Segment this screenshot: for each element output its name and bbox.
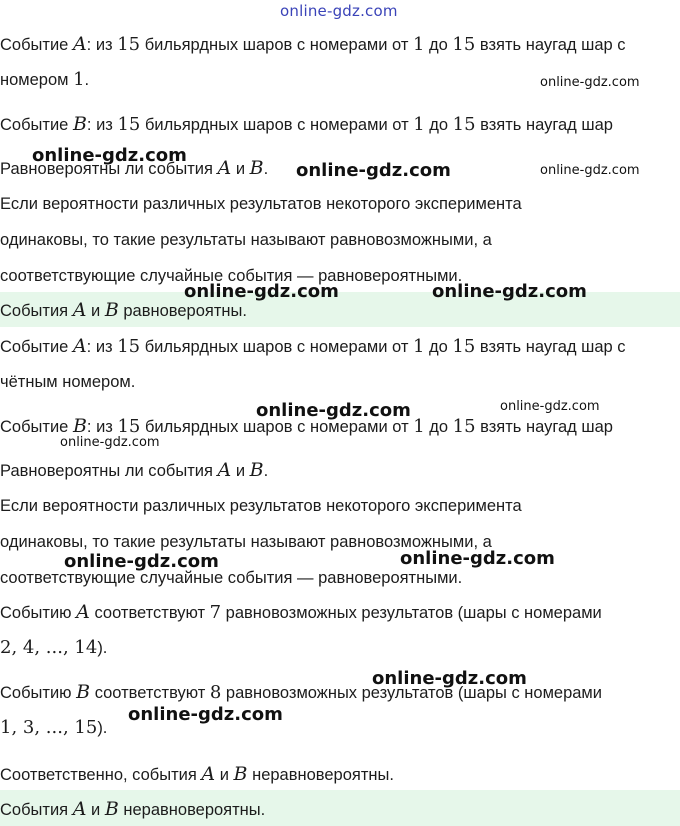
- math-a: A: [217, 157, 232, 179]
- text: равновероятны.: [118, 302, 247, 320]
- text: и: [231, 160, 250, 178]
- text: и: [215, 766, 234, 784]
- text: ).: [97, 639, 108, 657]
- math-a: A: [76, 601, 90, 623]
- watermark: online-gdz.com: [296, 160, 451, 181]
- text: бильярдных шаров с номерами от: [140, 338, 413, 356]
- text: бильярдных шаров с номерами от: [140, 116, 414, 134]
- text: Событие: [0, 418, 73, 436]
- math-b: B: [104, 299, 119, 321]
- text: равновозможных результатов (шары с номерами: [221, 684, 602, 702]
- watermark: online-gdz.com: [432, 281, 587, 302]
- problem1-definition-line1: Если вероятности различных результатов некоторого эксперимента: [0, 195, 522, 213]
- watermark: online-gdz.com: [400, 548, 555, 569]
- problem2-definition-line2: одинаковы, то такие результаты называют равновозможными, а: [0, 533, 492, 551]
- text: взять наугад шар: [475, 418, 613, 436]
- text: неравновероятны.: [247, 766, 394, 784]
- problem2-answer: [0, 798, 265, 820]
- text: равновозможных результатов (шары с номерами: [221, 604, 602, 622]
- math-num: 15: [117, 336, 141, 357]
- text: неравновероятны.: [118, 801, 266, 819]
- problem2-a-list: [0, 637, 107, 659]
- math-a: A: [72, 299, 87, 321]
- problem1-event-a-line1: [0, 33, 626, 55]
- watermark: online-gdz.com: [32, 145, 187, 166]
- text: Событию: [0, 604, 77, 622]
- text: до: [424, 116, 453, 134]
- math-num: 1: [413, 416, 425, 437]
- text: соответствуют: [90, 684, 210, 702]
- problem2-event-a-line1: [0, 335, 626, 357]
- text: до: [424, 338, 453, 356]
- text: События: [0, 801, 73, 819]
- math-num: 15: [452, 114, 476, 135]
- text: Равновероятны ли события: [0, 462, 218, 480]
- text: взять наугад шар с: [475, 338, 626, 356]
- problem2-a-count: [0, 601, 602, 623]
- text: номером: [0, 71, 74, 89]
- text: .: [263, 462, 269, 480]
- watermark: online-gdz.com: [64, 551, 219, 572]
- problem2-event-a-line2: чётным номером.: [0, 373, 136, 391]
- text: Событие: [0, 116, 73, 134]
- problem2-definition-line1: Если вероятности различных результатов некоторого эксперимента: [0, 497, 522, 515]
- text: .: [84, 71, 90, 89]
- math-b: B: [104, 798, 119, 820]
- math-b: B: [72, 415, 87, 437]
- math-a: A: [201, 763, 216, 785]
- math-num: 15: [452, 336, 476, 357]
- math-b: B: [233, 763, 248, 785]
- text: и: [231, 462, 250, 480]
- text: взять наугад шар с: [475, 36, 626, 54]
- text: до: [424, 418, 453, 436]
- math-num: 7: [209, 602, 222, 623]
- math-num: 8: [209, 682, 222, 703]
- watermark: online-gdz.com: [184, 281, 339, 302]
- math-num: 15: [452, 34, 476, 55]
- math-a: A: [217, 459, 232, 481]
- math-num: 15: [117, 416, 141, 437]
- text: бильярдных шаров с номерами от: [140, 418, 414, 436]
- problem2-question: [0, 459, 268, 481]
- text: Соответственно, события: [0, 766, 202, 784]
- problem2-definition-line3: соответствующие случайные события — равновероятными.: [0, 569, 463, 587]
- problem1-definition-line3: соответствующие случайные события — равновероятными.: [0, 267, 463, 285]
- math-num: 1: [73, 69, 85, 90]
- text: и: [86, 801, 105, 819]
- math-num: 1: [412, 34, 425, 55]
- text: Событие: [0, 36, 73, 54]
- math-a: A: [72, 798, 87, 820]
- text: взять наугад шар: [475, 116, 613, 134]
- math-num: 1: [412, 336, 425, 357]
- math-list: 2, 4, ..., 14: [0, 637, 98, 658]
- text: : из: [86, 36, 118, 54]
- text: Событие: [0, 338, 73, 356]
- problem1-answer: [0, 299, 247, 321]
- math-list: 1, 3, ..., 15: [0, 717, 98, 738]
- math-b: B: [76, 681, 91, 703]
- text: Равновероятны ли события: [0, 160, 218, 178]
- watermark: online-gdz.com: [128, 704, 283, 725]
- watermark: online-gdz.com: [256, 400, 411, 421]
- math-a: A: [72, 335, 87, 357]
- text: бильярдных шаров с номерами от: [140, 36, 413, 54]
- problem2-b-list: [0, 717, 107, 739]
- text: ).: [97, 719, 108, 737]
- math-b: B: [249, 459, 264, 481]
- text: : из: [86, 116, 118, 134]
- text: События: [0, 302, 73, 320]
- math-a: A: [72, 33, 87, 55]
- text: до: [424, 36, 453, 54]
- math-num: 15: [117, 34, 141, 55]
- math-b: B: [72, 113, 87, 135]
- math-num: 1: [413, 114, 425, 135]
- problem2-conclusion: [0, 763, 394, 785]
- watermark: online-gdz.com: [372, 668, 527, 689]
- watermark: online-gdz.com: [540, 163, 640, 178]
- text: .: [263, 160, 269, 178]
- text: : из: [86, 338, 118, 356]
- watermark: online-gdz.com: [540, 75, 640, 90]
- problem1-event-b-line: [0, 113, 613, 135]
- text: : из: [86, 418, 118, 436]
- math-b: B: [249, 157, 264, 179]
- site-link[interactable]: online-gdz.com: [280, 2, 398, 20]
- math-num: 15: [117, 114, 141, 135]
- watermark: online-gdz.com: [500, 399, 600, 414]
- text: Событию: [0, 684, 77, 702]
- watermark: online-gdz.com: [60, 435, 160, 450]
- text: соответствуют: [89, 604, 210, 622]
- problem1-definition-line2: одинаковы, то такие результаты называют равновозможными, а: [0, 231, 492, 249]
- problem1-event-a-line2: [0, 69, 89, 91]
- math-num: 15: [452, 416, 476, 437]
- text: и: [86, 302, 105, 320]
